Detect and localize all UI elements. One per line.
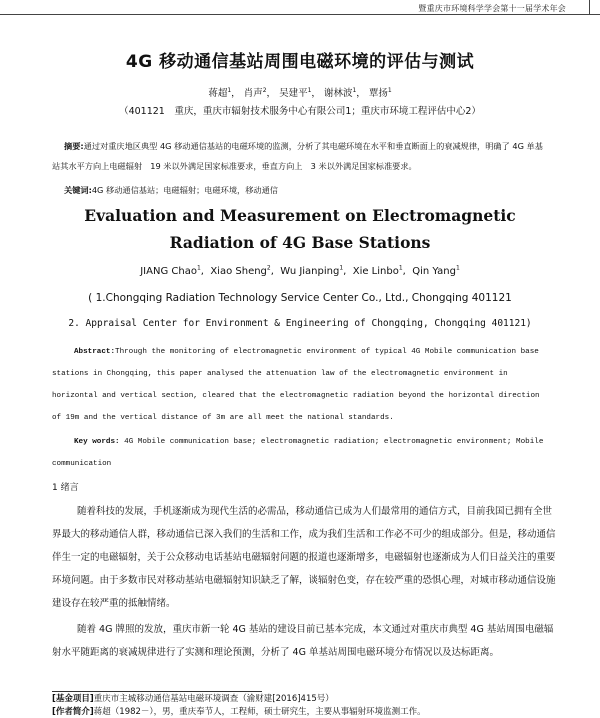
cn-abstract-text: 通过对重庆地区典型 4G 移动通信基站的电磁环境的监测，分析了其电磁环境在水平和垂直断面上的衰减规律，明确了 4G 单基站其水平方向上电磁辐射 19 米以外满足国家标准要求，垂直方向上 3 米以外满足国家标准要求。 <box>52 141 543 171</box>
en-keywords-text: 4G Mobile communication base; electromagnetic radiation; electromagnetic environment; Mobile communication <box>52 438 544 468</box>
footnote-author-label: [作者简介] <box>52 707 94 717</box>
author-name: Wu Jianping <box>280 266 340 277</box>
footnote-fund-text: 重庆市主城移动通信基站电磁环境调查（渝财建[2016]415号） <box>93 694 334 704</box>
en-authors: JIANG Chao$^1$, Xiao Sheng$^2$, Wu Jianping$^1$, Xie Linbo$^1$, Qin Yang$^1$ <box>140 264 460 277</box>
cn-authors: 蒋超$^1$， 肖声$^2$， 吴建平$^1$， 谢林波$^1$， 覃扬$^1$ <box>208 86 392 99</box>
en-title-line1: Evaluation and Measurement on Electromagnetic <box>84 206 516 225</box>
footnote-author <box>52 706 560 718</box>
en-keywords-label: Key words: <box>74 438 120 446</box>
footnote-author-text: 蒋超（1982－），男，重庆奉节人，工程师，硕士研究生，主要从事辐射环境监测工作。 <box>93 707 426 717</box>
author-name: Xie Linbo <box>352 266 399 277</box>
author-name: JIANG Chao <box>140 266 197 277</box>
cn-keywords-text: 4G 移动通信基站；电磁辐射；电磁环境，移动通信 <box>91 185 278 195</box>
author-name: 吴建平 <box>279 88 308 99</box>
cn-keywords-label: 关键词: <box>64 185 92 195</box>
author-sup: 2 <box>262 86 267 94</box>
en-abstract-label: Abstract: <box>74 348 116 356</box>
author-name: Xiao Sheng <box>210 266 267 277</box>
cn-abstract-label: 摘要: <box>64 141 84 151</box>
en-abstract-text: Through the monitoring of electromagnetic environment of typical 4G Mobile communication base stations in Chongqing, this paper analysed the attenuation law of the electromagnetic environment in horizontal and vertical section, cleared that the electromagnetic radiation beyond the horizontal direction of 19m and the vertical distance of 3m are all meet the national standards. <box>52 348 540 422</box>
body-paragraph-1: 随着科技的发展，手机逐渐成为现代生活的必需品，移动通信已成为人们最常用的通信方式，目前我国已拥有全世界最大的移动通信人群，移动通信已深入我们的生活和工作，成为我们生活和工作必不可少的组成部分。但是，移动通信伴生一定的电磁辐射，关于公众移动电话基站电磁辐射问题的报道也逐渐增多，电磁辐射也逐渐成为人们日益关注的重要环境问题。由于多数市民对移动基站电磁辐射知识缺乏了解，谈辐射色变，存在较严重的恐惧心理，对城市移动通信设施建设存在较严重的抵触情绪。 <box>52 506 556 609</box>
en-affiliation-line1: ( 1.Chongqing Radiation Technology Service Center Co., Ltd., Chongqing 401121 <box>88 292 512 304</box>
header-rule <box>0 14 600 15</box>
footnote-rule <box>52 691 262 692</box>
cn-title: 4G 移动通信基站周围电磁环境的评估与测试 <box>125 52 475 72</box>
author-sup: 1 <box>227 86 232 94</box>
author-sup: 1 <box>196 264 201 272</box>
cn-keywords <box>52 180 548 200</box>
cn-affiliation: （401121 重庆，重庆市辐射技术服务中心有限公司1；重庆市环境工程评估中心2） <box>119 106 481 117</box>
author-sup: 1 <box>398 264 403 272</box>
author-sup: 1 <box>339 264 344 272</box>
corner-mark <box>589 0 590 14</box>
en-keywords <box>52 431 548 475</box>
author-name: 谢林波 <box>323 88 353 99</box>
author-name: 蒋超 <box>208 88 228 99</box>
en-affiliation-line2: 2. Appraisal Center for Environment & Engineering of Chongqing, Chongqing 401121) <box>68 318 532 329</box>
author-sup: 1 <box>352 86 357 94</box>
author-name: 覃扬 <box>368 88 388 99</box>
footnote-fund-label: [基金项目] <box>52 694 94 704</box>
author-sup: 1 <box>307 86 312 94</box>
author-name: Qin Yang <box>412 266 456 277</box>
author-name: 肖声 <box>243 88 263 99</box>
section-heading: 1 绪言 <box>52 483 79 493</box>
cn-abstract <box>52 136 548 176</box>
en-abstract <box>52 341 548 429</box>
author-sup: 1 <box>455 264 460 272</box>
author-sup: 2 <box>266 264 271 272</box>
body-paragraph-2: 随着 4G 牌照的发放，重庆市新一轮 4G 基站的建设目前已基本完成，本文通过对重庆市典型 4G 基站周围电磁辐射水平随距离的衰减规律进行了实测和理论预测，分析了 4G 单基站周围电磁环境分布情况以及达标距离。 <box>52 624 554 658</box>
footnote-fund <box>52 693 560 705</box>
running-head: 暨重庆市环境科学学会第十一届学术年会 <box>418 4 566 13</box>
author-sup: 1 <box>387 86 392 94</box>
en-title-line2: Radiation of 4G Base Stations <box>169 233 431 252</box>
